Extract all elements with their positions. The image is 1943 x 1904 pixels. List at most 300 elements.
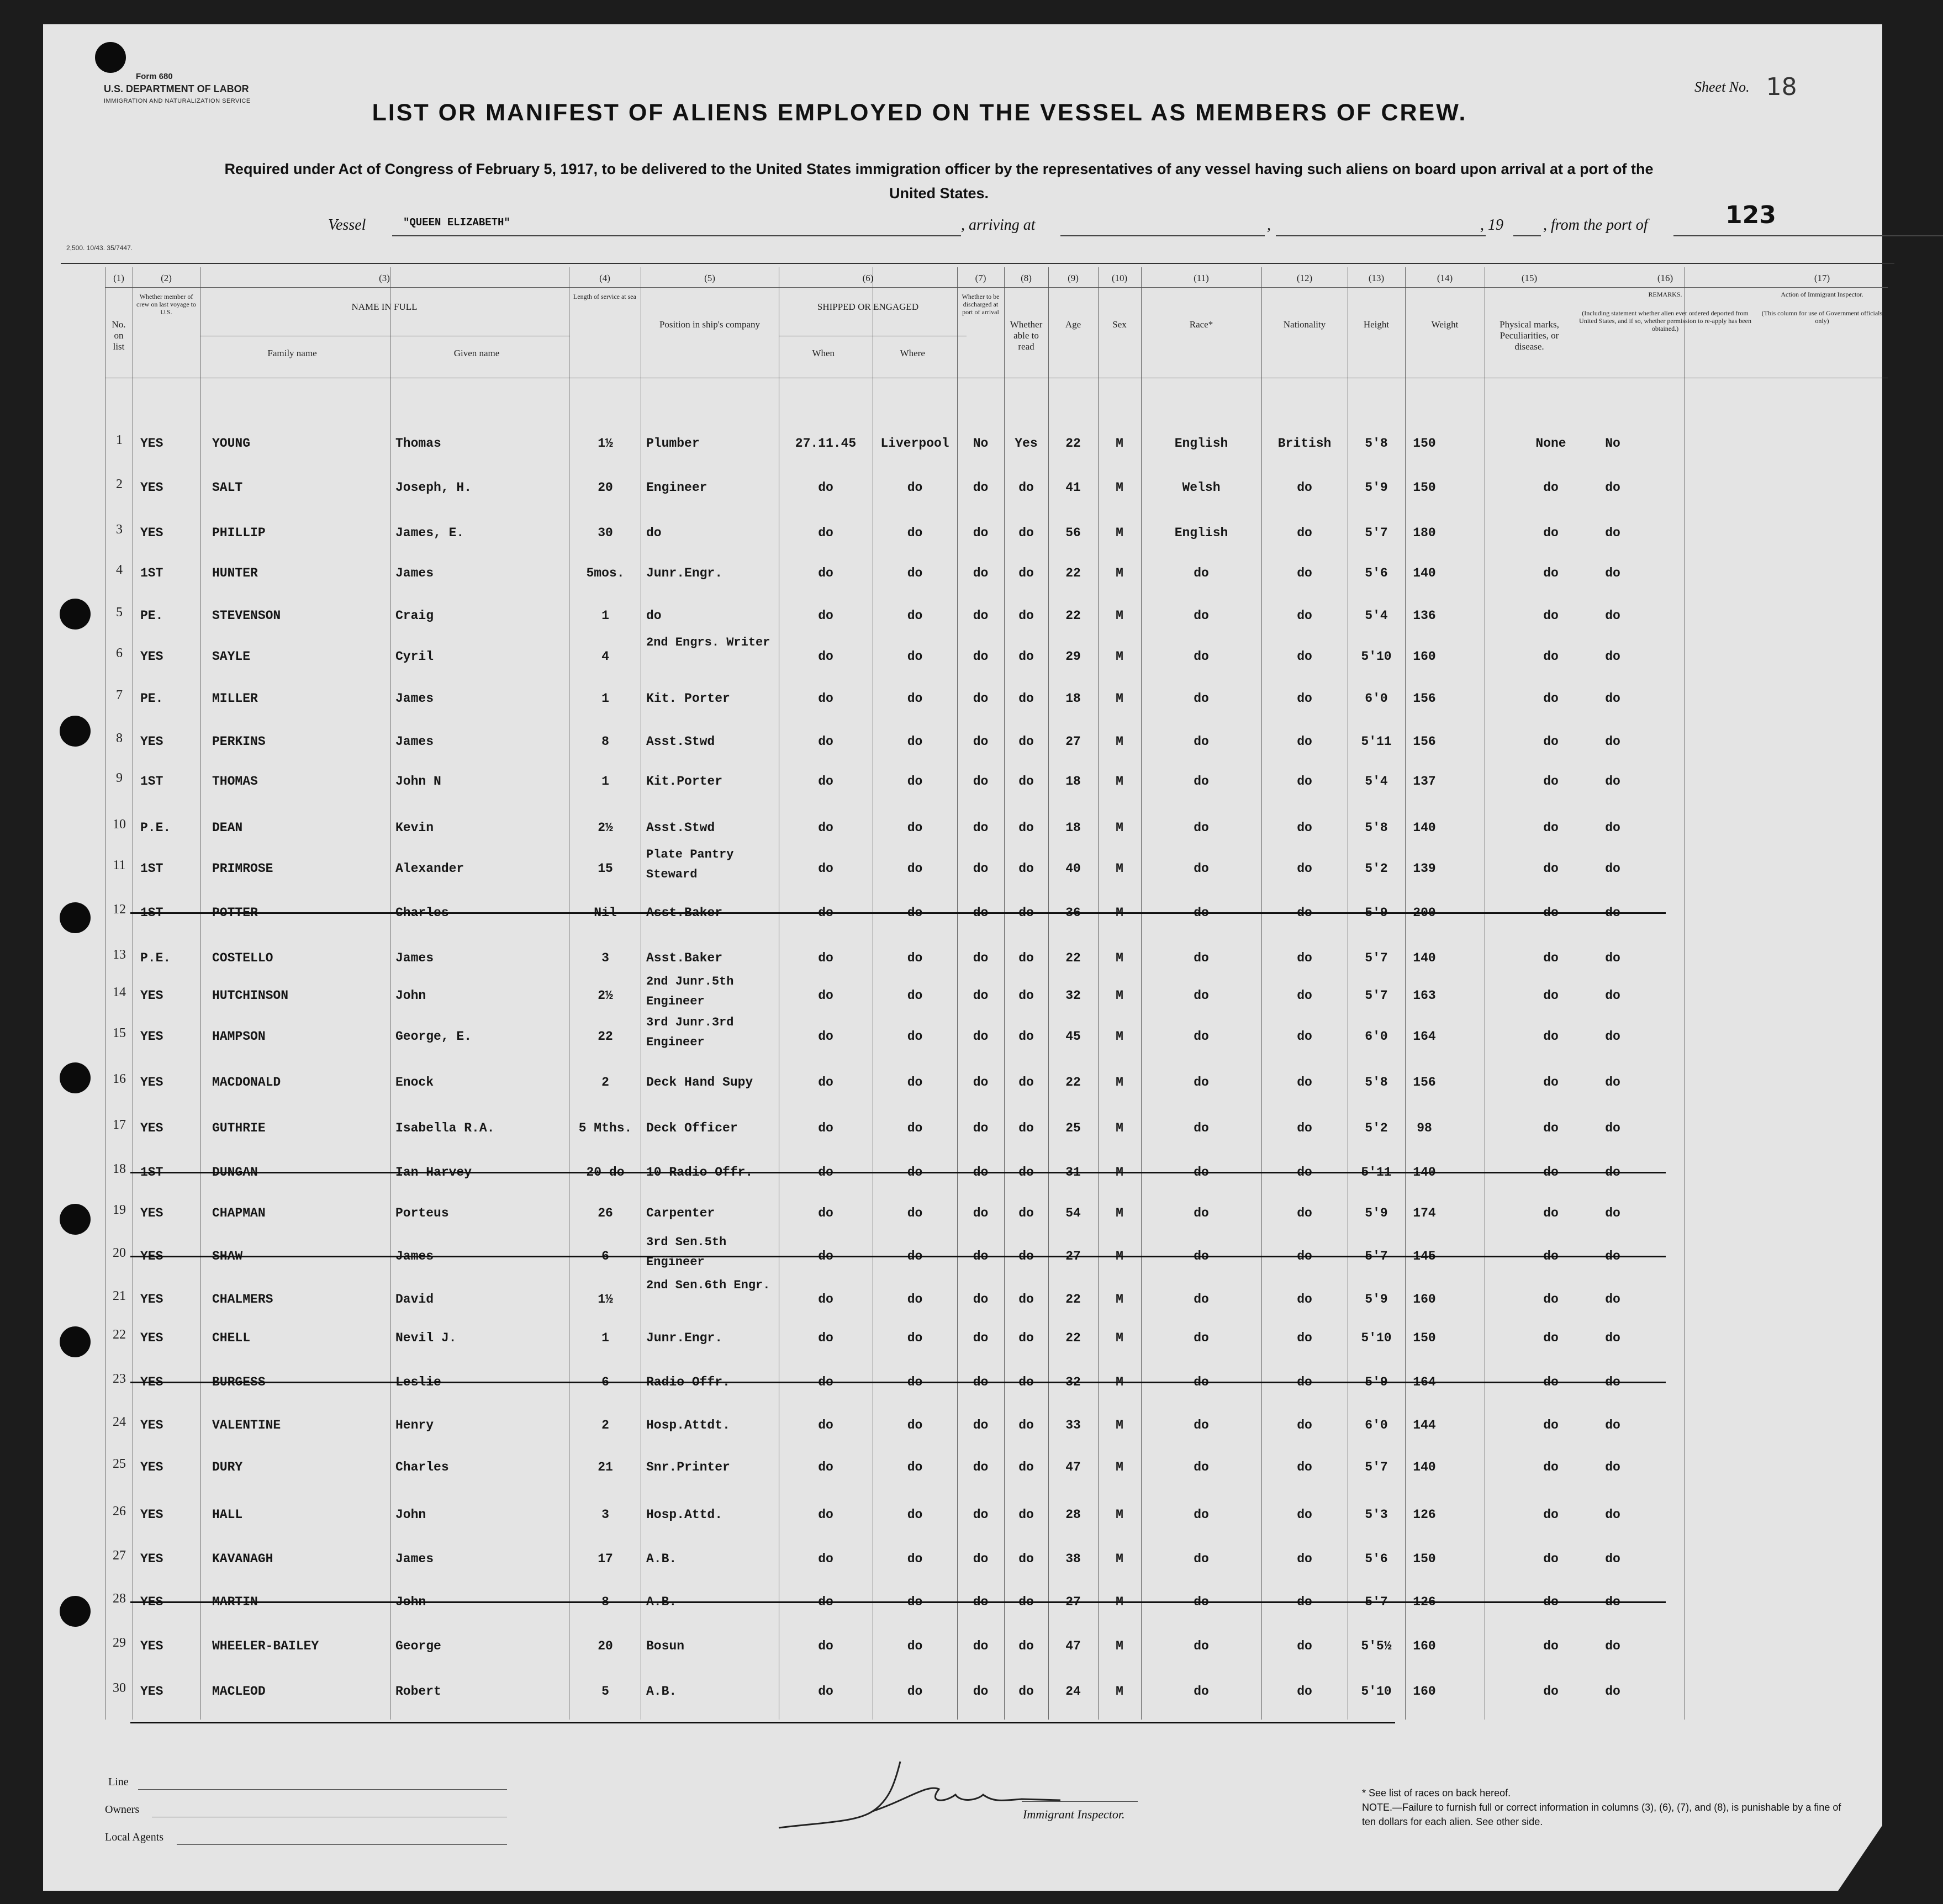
cell-position: Kit.Porter bbox=[646, 774, 723, 789]
cell-discharged: do bbox=[973, 988, 989, 1003]
cell-where: do bbox=[907, 1249, 923, 1263]
column-header: No. on list bbox=[112, 319, 126, 352]
cell-family: SAYLE bbox=[212, 649, 251, 664]
punch-hole bbox=[60, 1326, 91, 1357]
row-number: 26 bbox=[113, 1504, 126, 1519]
page-title: LIST OR MANIFEST OF ALIENS EMPLOYED ON THE VESSEL AS MEMBERS OF CREW. bbox=[372, 99, 1467, 126]
row-number: 24 bbox=[113, 1415, 126, 1429]
cell-sex: M bbox=[1116, 1508, 1123, 1522]
cell-service: 20 bbox=[598, 480, 613, 495]
cell-read: do bbox=[1018, 1595, 1034, 1609]
column-header: Length of service at sea bbox=[573, 293, 636, 300]
cell-nationality: do bbox=[1297, 480, 1312, 495]
cell-discharged: do bbox=[973, 774, 989, 789]
cell-position: Junr.Engr. bbox=[646, 566, 723, 580]
cell-when: do bbox=[818, 1075, 833, 1089]
cell-crew: YES bbox=[140, 1508, 163, 1522]
column-header: SHIPPED OR ENGAGED bbox=[817, 302, 919, 312]
column-note: (This column for use of Government officials only) bbox=[1761, 309, 1883, 325]
sheet-number-value: 18 bbox=[1766, 73, 1797, 101]
cell-age: 27 bbox=[1065, 1249, 1081, 1263]
cell-nationality: do bbox=[1297, 988, 1312, 1003]
cell-sex: M bbox=[1116, 1595, 1123, 1609]
cell-weight: 140 bbox=[1413, 1165, 1436, 1180]
cell-height: 5'4 bbox=[1365, 774, 1388, 789]
cell-sex: M bbox=[1116, 649, 1123, 664]
cell-crew: YES bbox=[140, 649, 163, 664]
cell-service: 21 bbox=[598, 1460, 613, 1474]
cell-weight: 160 bbox=[1413, 1292, 1436, 1307]
cell-height: 5'8 bbox=[1365, 1075, 1388, 1089]
cell-race: do bbox=[1194, 1508, 1209, 1522]
cell-race: do bbox=[1194, 609, 1209, 623]
cell-discharged: do bbox=[973, 1121, 989, 1135]
strike-through-line bbox=[130, 1256, 1666, 1257]
strike-through-line bbox=[130, 1382, 1666, 1383]
cell-position: Asst.Stwd bbox=[646, 821, 715, 835]
cell-when: do bbox=[818, 951, 833, 965]
cell-height: 5'4 bbox=[1365, 609, 1388, 623]
cell-remarks: do bbox=[1605, 1292, 1620, 1307]
cell-race: do bbox=[1194, 1375, 1209, 1389]
cell-service: 1 bbox=[601, 691, 609, 706]
cell-position: Carpenter bbox=[646, 1206, 715, 1220]
cell-nationality: do bbox=[1297, 1331, 1312, 1345]
cell-position: A.B. bbox=[646, 1595, 677, 1609]
cell-position: 3rd Sen.5th Engineer bbox=[646, 1235, 727, 1269]
cell-weight: 140 bbox=[1413, 566, 1436, 580]
cell-given: John N bbox=[395, 774, 441, 789]
cell-race: do bbox=[1194, 1595, 1209, 1609]
cell-marks: do bbox=[1543, 1595, 1559, 1609]
cell-nationality: do bbox=[1297, 1418, 1312, 1432]
cell-family: BURGESS bbox=[212, 1375, 266, 1389]
cell-where: do bbox=[907, 691, 923, 706]
cell-sex: M bbox=[1116, 436, 1123, 451]
cell-nationality: do bbox=[1297, 734, 1312, 749]
cell-when: do bbox=[818, 1165, 833, 1180]
cell-age: 18 bbox=[1065, 691, 1081, 706]
cell-sex: M bbox=[1116, 774, 1123, 789]
column-number: (10) bbox=[1111, 273, 1128, 283]
cell-sex: M bbox=[1116, 1684, 1123, 1699]
cell-nationality: do bbox=[1297, 1375, 1312, 1389]
cell-race: English bbox=[1174, 436, 1228, 451]
cell-crew: YES bbox=[140, 1292, 163, 1307]
column-number: (14) bbox=[1437, 273, 1453, 283]
cell-nationality: do bbox=[1297, 774, 1312, 789]
cell-age: 22 bbox=[1065, 1075, 1081, 1089]
cell-height: 5'7 bbox=[1365, 988, 1388, 1003]
cell-height: 5'6 bbox=[1365, 566, 1388, 580]
cell-marks: do bbox=[1543, 1331, 1559, 1345]
cell-race: do bbox=[1194, 861, 1209, 876]
cell-crew: YES bbox=[140, 1460, 163, 1474]
cell-weight: 174 bbox=[1413, 1206, 1436, 1220]
cell-marks: do bbox=[1543, 1292, 1559, 1307]
cell-when: do bbox=[818, 1595, 833, 1609]
cell-service: 2½ bbox=[598, 988, 613, 1003]
cell-marks: do bbox=[1543, 691, 1559, 706]
cell-sex: M bbox=[1116, 1292, 1123, 1307]
cell-when: do bbox=[818, 1508, 833, 1522]
row-number: 6 bbox=[116, 646, 123, 660]
column-number: (7) bbox=[975, 273, 986, 283]
cell-given: James bbox=[395, 1249, 434, 1263]
cell-family: THOMAS bbox=[212, 774, 258, 789]
cell-height: 5'6 bbox=[1365, 1552, 1388, 1566]
cell-read: do bbox=[1018, 988, 1034, 1003]
cell-age: 29 bbox=[1065, 649, 1081, 664]
cell-marks: do bbox=[1543, 1552, 1559, 1566]
year-label: , 19 bbox=[1480, 216, 1503, 234]
cell-when: do bbox=[818, 526, 833, 540]
cell-marks: do bbox=[1543, 988, 1559, 1003]
cell-nationality: do bbox=[1297, 951, 1312, 965]
cell-height: 5'8 bbox=[1365, 436, 1388, 451]
cell-family: DURY bbox=[212, 1460, 243, 1474]
cell-weight: 140 bbox=[1413, 1460, 1436, 1474]
cell-family: MACLEOD bbox=[212, 1684, 266, 1699]
cell-race: do bbox=[1194, 1684, 1209, 1699]
immigrant-inspector-label: Immigrant Inspector. bbox=[1023, 1807, 1125, 1821]
cell-when: do bbox=[818, 906, 833, 920]
cell-read: do bbox=[1018, 774, 1034, 789]
cell-when: do bbox=[818, 691, 833, 706]
cell-discharged: do bbox=[973, 1029, 989, 1044]
cell-nationality: do bbox=[1297, 1639, 1312, 1653]
cell-marks: do bbox=[1543, 649, 1559, 664]
cell-given: George bbox=[395, 1639, 441, 1653]
cell-marks: None bbox=[1535, 436, 1566, 451]
row-number: 28 bbox=[113, 1591, 126, 1606]
cell-given: John bbox=[395, 988, 426, 1003]
cell-sex: M bbox=[1116, 1165, 1123, 1180]
cell-given: Isabella R.A. bbox=[395, 1121, 495, 1135]
cell-when: 27.11.45 bbox=[795, 436, 857, 451]
cell-marks: do bbox=[1543, 821, 1559, 835]
cell-weight: 144 bbox=[1413, 1418, 1436, 1432]
cell-position: 10 Radio Offr. bbox=[646, 1165, 753, 1180]
print-code: 2,500. 10/43. 35/7447. bbox=[66, 244, 133, 252]
cell-where: do bbox=[907, 1029, 923, 1044]
cell-race: do bbox=[1194, 1121, 1209, 1135]
cell-given: Charles bbox=[395, 906, 449, 920]
cell-service: 2½ bbox=[598, 821, 613, 835]
cell-crew: YES bbox=[140, 436, 163, 451]
cell-marks: do bbox=[1543, 1121, 1559, 1135]
cell-service: 26 bbox=[598, 1206, 613, 1220]
cell-sex: M bbox=[1116, 480, 1123, 495]
cell-read: Yes bbox=[1015, 436, 1038, 451]
cell-discharged: do bbox=[973, 609, 989, 623]
cell-family: MILLER bbox=[212, 691, 258, 706]
cell-age: 40 bbox=[1065, 861, 1081, 876]
cell-remarks: do bbox=[1605, 1165, 1620, 1180]
cell-discharged: do bbox=[973, 1165, 989, 1180]
cell-marks: do bbox=[1543, 1375, 1559, 1389]
cell-marks: do bbox=[1543, 1206, 1559, 1220]
cell-position: Asst.Baker bbox=[646, 906, 723, 920]
cell-crew: YES bbox=[140, 988, 163, 1003]
cell-height: 5'7 bbox=[1365, 1460, 1388, 1474]
punch-hole bbox=[95, 42, 126, 73]
cell-height: 5'10 bbox=[1361, 649, 1392, 664]
cell-remarks: do bbox=[1605, 1331, 1620, 1345]
cell-height: 5'2 bbox=[1365, 861, 1388, 876]
cell-sex: M bbox=[1116, 734, 1123, 749]
cell-weight: 150 bbox=[1413, 1552, 1436, 1566]
cell-nationality: do bbox=[1297, 1595, 1312, 1609]
local-agents-label: Local Agents bbox=[105, 1831, 164, 1843]
cell-marks: do bbox=[1543, 609, 1559, 623]
cell-position: Deck Officer bbox=[646, 1121, 738, 1135]
cell-discharged: do bbox=[973, 1375, 989, 1389]
cell-family: MACDONALD bbox=[212, 1075, 281, 1089]
cell-race: do bbox=[1194, 691, 1209, 706]
cell-service: 8 bbox=[601, 734, 609, 749]
cell-weight: 126 bbox=[1413, 1508, 1436, 1522]
cell-where: do bbox=[907, 1418, 923, 1432]
cell-remarks: do bbox=[1605, 1552, 1620, 1566]
cell-family: POTTER bbox=[212, 906, 258, 920]
cell-given: Leslie bbox=[395, 1375, 441, 1389]
cell-read: do bbox=[1018, 1165, 1034, 1180]
column-header: Nationality bbox=[1283, 319, 1326, 330]
cell-crew: YES bbox=[140, 1029, 163, 1044]
cell-remarks: do bbox=[1605, 1460, 1620, 1474]
cell-service: 8 bbox=[601, 1595, 609, 1609]
cell-marks: do bbox=[1543, 1639, 1559, 1653]
cell-service: 30 bbox=[598, 526, 613, 540]
cell-service: 3 bbox=[601, 1508, 609, 1522]
cell-nationality: do bbox=[1297, 1206, 1312, 1220]
cell-age: 38 bbox=[1065, 1552, 1081, 1566]
cell-age: 22 bbox=[1065, 1292, 1081, 1307]
cell-remarks: do bbox=[1605, 609, 1620, 623]
cell-crew: YES bbox=[140, 526, 163, 540]
cell-remarks: do bbox=[1605, 649, 1620, 664]
cell-crew: YES bbox=[140, 1639, 163, 1653]
cell-crew: YES bbox=[140, 1249, 163, 1263]
column-header: Sex bbox=[1112, 319, 1127, 330]
cell-when: do bbox=[818, 1206, 833, 1220]
cell-height: 5'3 bbox=[1365, 1508, 1388, 1522]
column-number: (2) bbox=[161, 273, 172, 283]
cell-given: Thomas bbox=[395, 436, 441, 451]
cell-weight: 156 bbox=[1413, 734, 1436, 749]
cell-position: Plate Pantry Steward bbox=[646, 848, 734, 881]
cell-given: Ian Harvey bbox=[395, 1165, 472, 1180]
column-number: (5) bbox=[704, 273, 715, 283]
row-number: 4 bbox=[116, 563, 123, 577]
cell-nationality: do bbox=[1297, 1552, 1312, 1566]
cell-given: David bbox=[395, 1292, 434, 1307]
cell-given: James bbox=[395, 734, 434, 749]
cell-discharged: do bbox=[973, 526, 989, 540]
cell-race: do bbox=[1194, 906, 1209, 920]
cell-nationality: do bbox=[1297, 906, 1312, 920]
cell-where: do bbox=[907, 566, 923, 580]
cell-crew: 1ST bbox=[140, 566, 163, 580]
cell-weight: 150 bbox=[1413, 480, 1436, 495]
cell-discharged: No bbox=[973, 436, 989, 451]
cell-when: do bbox=[818, 1029, 833, 1044]
cell-when: do bbox=[818, 1249, 833, 1263]
cell-sex: M bbox=[1116, 861, 1123, 876]
cell-crew: YES bbox=[140, 1121, 163, 1135]
cell-when: do bbox=[818, 988, 833, 1003]
cell-height: 5'9 bbox=[1365, 1206, 1388, 1220]
cell-age: 22 bbox=[1065, 1331, 1081, 1345]
cell-marks: do bbox=[1543, 1165, 1559, 1180]
cell-race: do bbox=[1194, 566, 1209, 580]
cell-nationality: do bbox=[1297, 1075, 1312, 1089]
row-number: 30 bbox=[113, 1681, 126, 1695]
cell-when: do bbox=[818, 1331, 833, 1345]
cell-height: 5'10 bbox=[1361, 1684, 1392, 1699]
cell-given: John bbox=[395, 1595, 426, 1609]
cell-marks: do bbox=[1543, 480, 1559, 495]
cell-given: Robert bbox=[395, 1684, 441, 1699]
cell-position: Hosp.Attd. bbox=[646, 1508, 723, 1522]
cell-family: HUTCHINSON bbox=[212, 988, 289, 1003]
cell-race: English bbox=[1174, 526, 1228, 540]
row-number: 21 bbox=[113, 1289, 126, 1303]
cell-sex: M bbox=[1116, 1029, 1123, 1044]
cell-weight: 136 bbox=[1413, 609, 1436, 623]
cell-age: 47 bbox=[1065, 1460, 1081, 1474]
cell-remarks: do bbox=[1605, 951, 1620, 965]
cell-position: do bbox=[646, 526, 662, 540]
cell-race: do bbox=[1194, 1418, 1209, 1432]
cell-crew: P.E. bbox=[140, 821, 171, 835]
cell-discharged: do bbox=[973, 1552, 989, 1566]
column-header: Whether to be discharged at port of arrival bbox=[962, 293, 1000, 316]
cell-crew: YES bbox=[140, 1552, 163, 1566]
cell-weight: 156 bbox=[1413, 691, 1436, 706]
row-number: 12 bbox=[113, 902, 126, 917]
cell-sex: M bbox=[1116, 1460, 1123, 1474]
cell-service: 1 bbox=[601, 774, 609, 789]
cell-crew: YES bbox=[140, 1595, 163, 1609]
cell-service: 6 bbox=[601, 1375, 609, 1389]
cell-given: James bbox=[395, 951, 434, 965]
cell-service: 20 do bbox=[586, 1165, 625, 1180]
cell-age: 36 bbox=[1065, 906, 1081, 920]
penalty-note: NOTE.—Failure to furnish full or correct information in columns (3), (6), (7), and (8), is punishable by a fine of ten dollars for each alien. See other side. bbox=[1362, 1802, 1841, 1827]
cell-discharged: do bbox=[973, 691, 989, 706]
cell-read: do bbox=[1018, 821, 1034, 835]
footer-notes bbox=[1362, 1786, 1848, 1829]
column-number: (9) bbox=[1068, 273, 1079, 283]
race-note: * See list of races on back hereof. bbox=[1362, 1787, 1511, 1799]
column-number: (1) bbox=[113, 273, 124, 283]
cell-marks: do bbox=[1543, 1460, 1559, 1474]
cell-position: Plumber bbox=[646, 436, 700, 451]
cell-height: 5'7 bbox=[1365, 1249, 1388, 1263]
cell-family: DUNGAN bbox=[212, 1165, 258, 1180]
from-port-label: , from the port of bbox=[1543, 216, 1648, 234]
cell-given: James bbox=[395, 566, 434, 580]
column-header: Whether member of crew on last voyage to U.S. bbox=[136, 293, 196, 316]
cell-family: HALL bbox=[212, 1508, 243, 1522]
cell-family: GUTHRIE bbox=[212, 1121, 266, 1135]
cell-family: PERKINS bbox=[212, 734, 266, 749]
row-number: 22 bbox=[113, 1327, 126, 1342]
cell-family: HUNTER bbox=[212, 566, 258, 580]
cell-read: do bbox=[1018, 1029, 1034, 1044]
cell-read: do bbox=[1018, 1075, 1034, 1089]
cell-nationality: do bbox=[1297, 1684, 1312, 1699]
cell-discharged: do bbox=[973, 861, 989, 876]
cell-read: do bbox=[1018, 1639, 1034, 1653]
cell-discharged: do bbox=[973, 1508, 989, 1522]
cell-nationality: do bbox=[1297, 1121, 1312, 1135]
column-subheader: Where bbox=[900, 348, 925, 358]
cell-discharged: do bbox=[973, 1639, 989, 1653]
row-number: 18 bbox=[113, 1162, 126, 1176]
cell-marks: do bbox=[1543, 1508, 1559, 1522]
row-number: 23 bbox=[113, 1372, 126, 1386]
cell-where: do bbox=[907, 1165, 923, 1180]
column-number: (4) bbox=[599, 273, 610, 283]
cell-where: do bbox=[907, 821, 923, 835]
cell-marks: do bbox=[1543, 1029, 1559, 1044]
cell-where: do bbox=[907, 1075, 923, 1089]
cell-read: do bbox=[1018, 1418, 1034, 1432]
cell-read: do bbox=[1018, 1292, 1034, 1307]
cell-crew: YES bbox=[140, 480, 163, 495]
cell-position: do bbox=[646, 609, 662, 623]
column-header: REMARKS. bbox=[1648, 290, 1682, 298]
cell-where: Liverpool bbox=[880, 436, 949, 451]
cell-height: 6'0 bbox=[1365, 1418, 1388, 1432]
cell-race: do bbox=[1194, 1075, 1209, 1089]
cell-position: Asst.Stwd bbox=[646, 734, 715, 749]
cell-age: 41 bbox=[1065, 480, 1081, 495]
row-number: 9 bbox=[116, 771, 123, 785]
cell-given: James bbox=[395, 1552, 434, 1566]
cell-remarks: do bbox=[1605, 1508, 1620, 1522]
cell-discharged: do bbox=[973, 821, 989, 835]
row-number: 17 bbox=[113, 1118, 126, 1132]
cell-sex: M bbox=[1116, 1552, 1123, 1566]
cell-sex: M bbox=[1116, 609, 1123, 623]
cell-where: do bbox=[907, 1684, 923, 1699]
cell-where: do bbox=[907, 480, 923, 495]
cell-read: do bbox=[1018, 526, 1034, 540]
row-number: 15 bbox=[113, 1026, 126, 1040]
punch-hole bbox=[60, 1596, 91, 1627]
cell-service: 22 bbox=[598, 1029, 613, 1044]
cell-height: 5'7 bbox=[1365, 1595, 1388, 1609]
cell-marks: do bbox=[1543, 1249, 1559, 1263]
cell-when: do bbox=[818, 734, 833, 749]
cell-sex: M bbox=[1116, 1331, 1123, 1345]
cell-height: 5'9 bbox=[1365, 1375, 1388, 1389]
cell-where: do bbox=[907, 861, 923, 876]
column-number: (15) bbox=[1521, 273, 1538, 283]
column-number: (11) bbox=[1194, 273, 1209, 283]
cell-marks: do bbox=[1543, 906, 1559, 920]
cell-remarks: do bbox=[1605, 1249, 1620, 1263]
cell-position: Snr.Printer bbox=[646, 1460, 730, 1474]
cell-weight: 160 bbox=[1413, 649, 1436, 664]
cell-service: 2 bbox=[601, 1418, 609, 1432]
cell-service: 6 bbox=[601, 1249, 609, 1263]
cell-sex: M bbox=[1116, 906, 1123, 920]
